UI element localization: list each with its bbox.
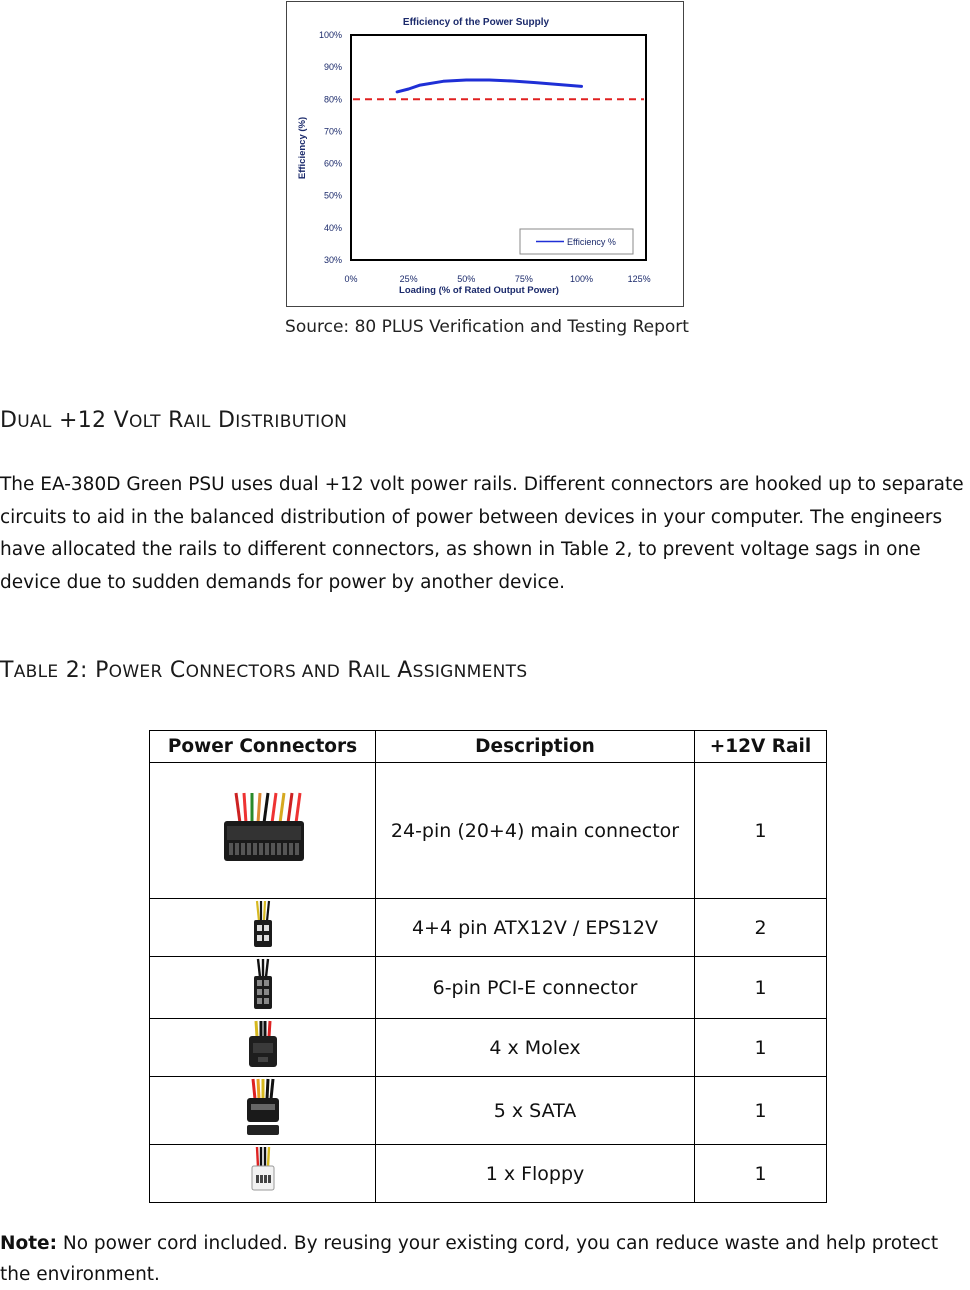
description-cell: 24-pin (20+4) main connector [376,763,695,899]
heading2-part: T [0,658,14,683]
section-heading-rail-distribution [0,408,347,433]
heading2-part: R [340,658,363,683]
heading1-part: D [211,408,236,433]
pcie-6pin-connector-icon [250,957,276,1013]
table-row [150,899,827,957]
efficiency-chart [286,1,684,307]
rail-cell: 1 [695,1145,827,1203]
header-rail: +12V Rail [695,731,827,763]
rail-cell: 1 [695,1077,827,1145]
heading1-part: OLT [129,412,161,432]
y-tick-label: 40% [324,223,342,233]
x-axis-label: Loading (% of Rated Output Power) [399,285,559,296]
heading1-part: +12 [52,408,114,433]
heading2-part: AIL [363,662,390,682]
y-tick-label: 100% [319,30,342,40]
y-tick-label: 60% [324,159,342,169]
y-tick-label: 80% [324,94,342,104]
sata-connector-icon [243,1077,283,1139]
floppy-connector-icon [248,1145,278,1197]
heading1-part: AIL [184,412,211,432]
description-cell: 1 x Floppy [376,1145,695,1203]
chart-title: Efficiency of the Power Supply [403,17,550,28]
connector-image-cell [150,1019,376,1077]
x-tick-label: 25% [400,274,418,284]
eps-8pin-connector-icon [250,899,276,951]
heading1-part: UAL [17,412,51,432]
y-tick-label: 30% [324,255,342,265]
table-row [150,763,827,899]
heading1-part: R [161,408,184,433]
rail-cell: 2 [695,899,827,957]
plot-area [351,35,646,260]
heading2-part: ONNECTORS AND [186,662,341,682]
connector-table [149,730,827,1203]
table-row [150,1019,827,1077]
heading2-part: SSIGNMENTS [413,662,528,682]
y-tick-label: 70% [324,126,342,136]
rail-distribution-paragraph: The EA-380D Green PSU uses dual +12 volt power rails. Different connectors are hooked up to separate circuits to aid in the balanced distribution of power between devices in your computer. The engineers have allocated the rails to different connectors, as shown in Table 2, to prevent voltage sags in one device due to sudden demands for power by another device. [0,469,968,599]
connector-image-cell [150,763,376,899]
rail-cell: 1 [695,957,827,1019]
header-power-connectors: Power Connectors [150,731,376,763]
heading1-part: D [0,408,17,433]
description-cell: 4+4 pin ATX12V / EPS12V [376,899,695,957]
x-tick-label: 125% [628,274,651,284]
heading1-part: V [114,408,129,433]
connector-image-cell [150,1145,376,1203]
x-tick-label: 50% [457,274,475,284]
heading2-part: ABLE [14,662,59,682]
note-text: No power cord included. By reusing your existing cord, you can reduce waste and help protect the environment. [0,1233,938,1285]
header-description: Description [376,731,695,763]
connector-image-cell [150,899,376,957]
rail-cell: 1 [695,1019,827,1077]
atx-24pin-connector-icon [218,789,308,867]
rail-cell: 1 [695,763,827,899]
x-tick-label: 100% [570,274,593,284]
table-header-row [150,731,827,763]
description-cell: 5 x SATA [376,1077,695,1145]
connector-image-cell [150,1077,376,1145]
molex-connector-icon [246,1019,280,1071]
connector-image-cell [150,957,376,1019]
y-axis-label: Efficiency (%) [297,117,308,179]
table-title [0,658,527,683]
description-cell: 6-pin PCI-E connector [376,957,695,1019]
heading1-part: ISTRIBUTION [235,412,347,432]
y-tick-label: 90% [324,62,342,72]
y-tick-label: 50% [324,191,342,201]
heading2-part: A [390,658,413,683]
x-tick-label: 0% [344,274,357,284]
heading2-part: OWER [109,662,163,682]
note-label: Note: [0,1233,57,1254]
heading2-part: C [163,658,186,683]
x-tick-label: 75% [515,274,533,284]
description-cell: 4 x Molex [376,1019,695,1077]
table-row [150,1077,827,1145]
table-row [150,957,827,1019]
efficiency-chart-svg [287,2,683,306]
heading2-part: 2: P [58,658,108,683]
legend-label: Efficiency % [567,237,616,247]
note-paragraph [0,1228,968,1290]
table-row [150,1145,827,1203]
chart-caption: Source: 80 PLUS Verification and Testing Report [0,317,970,337]
